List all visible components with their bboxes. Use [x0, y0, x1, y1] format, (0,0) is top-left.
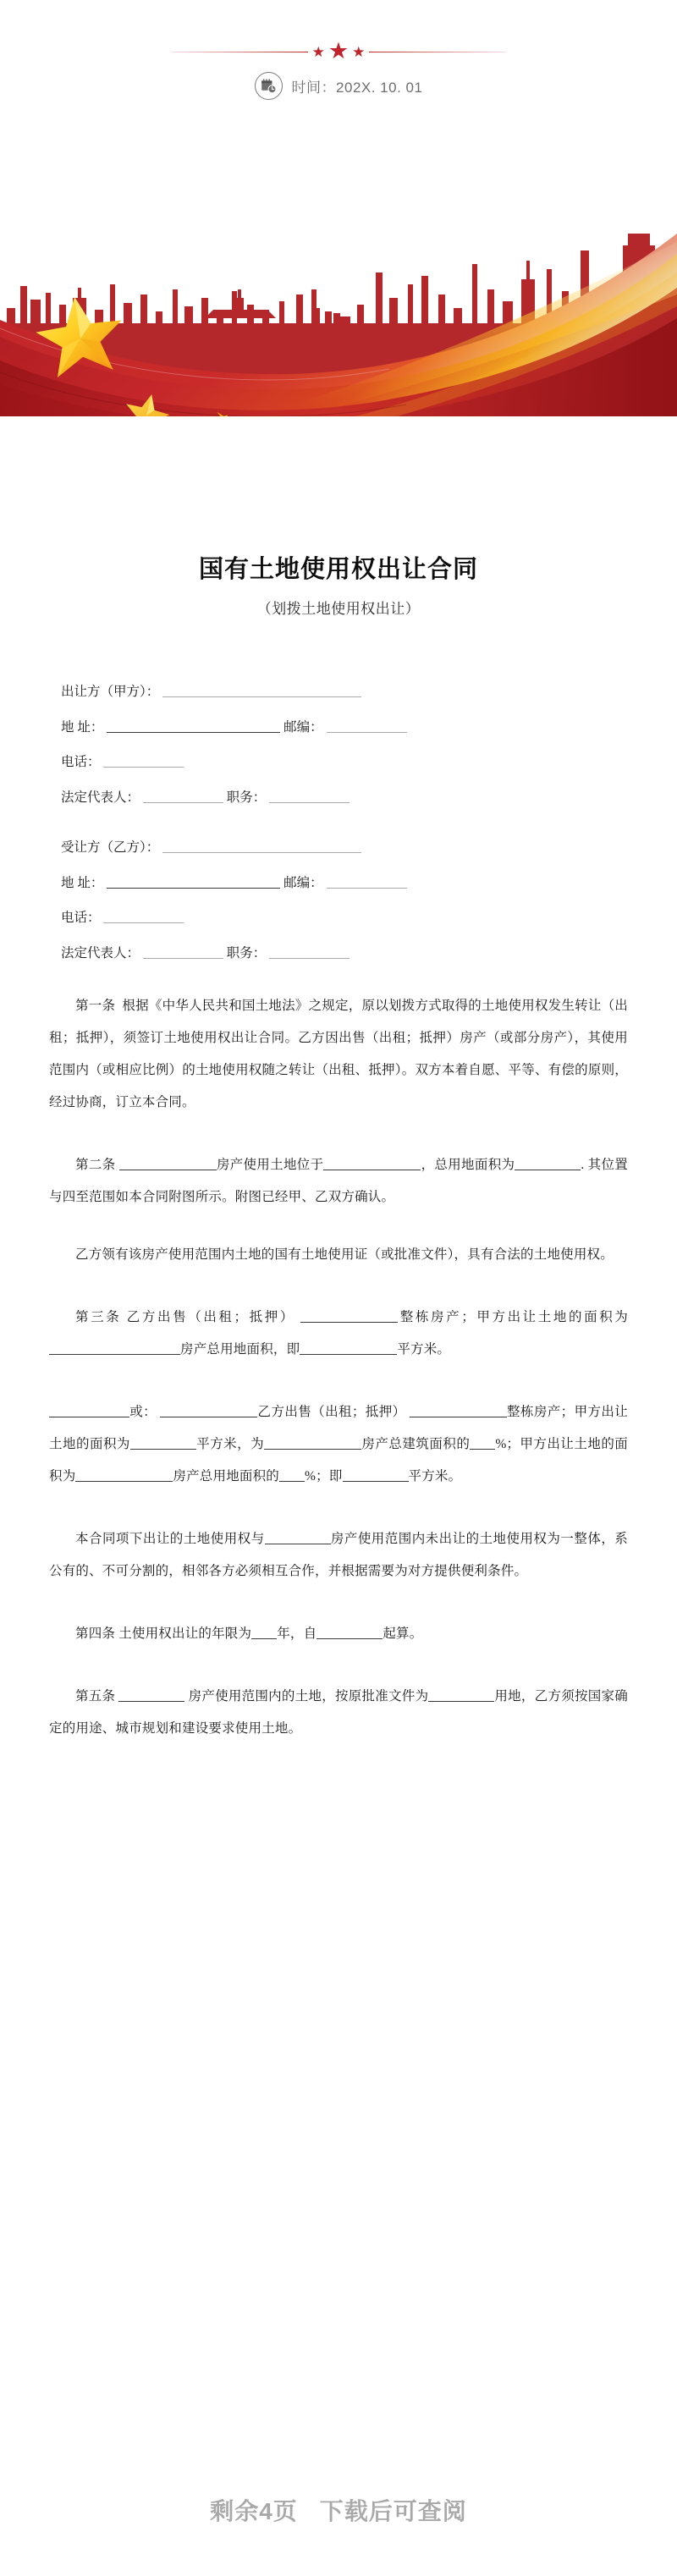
- clause-5-usage-input[interactable]: [428, 1690, 494, 1702]
- clause-2-text-1: 房产使用土地位于: [216, 1157, 324, 1172]
- clause-2-text-2: ，总用地面积为: [421, 1157, 515, 1172]
- clause-4-text-1: 土使用权出让的年限为: [118, 1626, 252, 1641]
- party-a-name-input[interactable]: [162, 685, 361, 697]
- clause-3b-blank-3[interactable]: [130, 1438, 196, 1450]
- page-title: 国有土地使用权出让合同: [198, 556, 478, 583]
- party-b-legalrep-input[interactable]: [143, 947, 223, 959]
- party-b-address-row: [49, 877, 628, 890]
- calendar-clock-icon: [255, 72, 283, 100]
- party-a-postcode-label: 邮编：: [283, 719, 323, 735]
- clause-3b-text-6: %；甲方出让土地的面积为: [49, 1436, 629, 1483]
- clause-3b: [49, 1396, 628, 1493]
- clause-1-head: 第一条: [75, 999, 116, 1013]
- party-b-name-row: [49, 841, 628, 855]
- clause-3b-blank-8[interactable]: [343, 1470, 409, 1482]
- clause-4-head: 第四条: [75, 1626, 116, 1641]
- clause-4-startdate-input[interactable]: [316, 1627, 383, 1639]
- clause-3b-blank-1[interactable]: [160, 1406, 257, 1417]
- star-icon-left: ★: [311, 43, 325, 60]
- party-a-legalrep-label: 法定代表人：: [61, 790, 140, 805]
- clause-3b-text-9: 平方米。: [408, 1468, 462, 1483]
- party-a-position-input[interactable]: [269, 791, 350, 803]
- party-b-legalrep-row: [49, 947, 628, 960]
- clause-3b-text-3: 整栋房产；甲方出让土地的面积为: [49, 1404, 629, 1451]
- party-a-phone-label: 电话：: [61, 755, 101, 769]
- party-a-name-label: 出让方（甲方）：: [61, 685, 160, 699]
- party-a-phone-input[interactable]: [103, 756, 184, 768]
- clause-3-text-1: 乙方出售（出租；抵押）: [126, 1309, 295, 1324]
- clause-2-head: 第二条: [75, 1157, 116, 1172]
- party-a-address-label: 地 址：: [61, 719, 104, 735]
- clause-3-text-4: 平方米。: [397, 1341, 451, 1357]
- clause-2-property-input[interactable]: [119, 1159, 217, 1170]
- party-b-postcode-input[interactable]: [327, 877, 407, 889]
- clause-4-text-2: 年，自: [277, 1626, 317, 1641]
- star-icon-right: ★: [352, 43, 366, 60]
- star-divider: [0, 37, 677, 63]
- decorative-banner: [0, 195, 677, 416]
- clause-2-area-input[interactable]: [515, 1159, 581, 1170]
- clause-4-text-3: 起算。: [383, 1626, 423, 1641]
- clause-3b-text-8: %；即: [305, 1468, 343, 1483]
- party-b-legalrep-label: 法定代表人：: [61, 945, 140, 960]
- party-a-block: [49, 685, 628, 804]
- clause-3c-text-1: 本合同项下出让的土地使用权与: [75, 1531, 265, 1546]
- clause-3b-text-1: 或：: [129, 1404, 157, 1419]
- clause-5-property-input[interactable]: [118, 1690, 184, 1702]
- party-a-address-row: [49, 721, 628, 735]
- party-b-name-label: 受让方（乙方）：: [61, 840, 160, 855]
- date-row: [0, 68, 677, 103]
- clause-3b-blank-7[interactable]: [279, 1470, 305, 1482]
- party-b-address-label: 地 址：: [61, 875, 104, 890]
- clause-3c-blank[interactable]: [265, 1533, 331, 1544]
- clause-4-years-input[interactable]: [251, 1627, 277, 1639]
- clause-3-sqm-input[interactable]: [300, 1343, 397, 1355]
- party-b-phone-input[interactable]: [103, 911, 184, 923]
- clause-3-area-input[interactable]: [49, 1343, 180, 1355]
- clause-3b-blank-6[interactable]: [75, 1470, 173, 1482]
- clause-5-head: 第五条: [75, 1688, 116, 1704]
- party-b-block: [49, 841, 628, 960]
- date-label: 时间：202X. 10. 01: [291, 79, 423, 96]
- party-b-postcode-label: 邮编：: [283, 875, 323, 890]
- clause-3c: [49, 1523, 628, 1588]
- clause-3b-text-2: 乙方出售（出租；抵押）: [257, 1404, 406, 1419]
- clause-4: [49, 1618, 628, 1650]
- clause-3-text-2: 整栋房产；甲方出让土地的面积为: [398, 1309, 628, 1324]
- clause-3c-text-2: 房产使用范围内未出让的土地使用权为一整体，系公有的、不可分割的，相邻各方必须相互合作，并根据需要为对方提供便利条件。: [49, 1531, 628, 1578]
- clause-2-location-input[interactable]: [323, 1159, 421, 1170]
- party-b-phone-label: 电话：: [61, 911, 101, 925]
- download-hint-label: 下载后可查阅: [319, 2498, 467, 2524]
- clause-3-text-3: 房产总用地面积，即: [180, 1341, 300, 1357]
- clause-3b-blank-2[interactable]: [410, 1406, 507, 1417]
- clause-2b: [49, 1239, 628, 1271]
- clause-3b-text-4: 平方米，为: [195, 1436, 265, 1451]
- party-b-phone-row: [49, 911, 628, 925]
- party-a-name-row: [49, 685, 628, 699]
- party-a-phone-row: [49, 756, 628, 769]
- clause-3b-text-5: 房产总建筑面积的: [361, 1436, 471, 1451]
- clause-2: [49, 1149, 628, 1214]
- clause-3: [49, 1302, 628, 1366]
- clause-3-head: 第三条: [75, 1309, 122, 1324]
- party-a-address-input[interactable]: [107, 721, 280, 733]
- remaining-pages-label: 剩余4页: [210, 2498, 298, 2524]
- clause-3b-blank-4[interactable]: [264, 1438, 361, 1450]
- clause-3b-blank-0[interactable]: [49, 1406, 129, 1417]
- clause-5-text-2: 用地，乙方须按国家确定的用途、城市规划和建设要求使用土地。: [49, 1688, 628, 1736]
- clause-5: [49, 1681, 628, 1745]
- page-subtitle: （划拨土地使用权出让）: [256, 601, 421, 617]
- party-a-position-label: 职务：: [226, 790, 267, 805]
- party-a-legalrep-row: [49, 791, 628, 805]
- clause-2-text-3: . 其位置与四至范围如本合同附图所示。附图已经甲、乙双方确认。: [49, 1157, 628, 1204]
- party-b-name-input[interactable]: [162, 841, 361, 853]
- page-header: [0, 0, 677, 203]
- clause-1-text: 根据《中华人民共和国土地法》之规定，原以划拨方式取得的土地使用权发生转让（出租；抵押），须签订土地使用权出让合同。乙方因出售（出租；抵押）房产（或部分房产），其使用范围内（或相应比例）的土地使用权随之转让（出租、抵押）。双方本着自愿、平等、有偿的原则，经过协商，订立本合同。: [49, 999, 629, 1109]
- party-a-legalrep-input[interactable]: [143, 791, 223, 803]
- clause-5-text-1: 房产使用范围内的土地，按原批准文件为: [188, 1688, 429, 1704]
- star-icon-center: ★: [327, 37, 350, 63]
- party-b-address-input[interactable]: [107, 877, 280, 889]
- clause-1: [49, 990, 628, 1119]
- clause-2b-text: 乙方领有该房产使用范围内土地的国有土地使用证（或批准文件），具有合法的土地使用权。: [75, 1247, 614, 1262]
- party-b-position-label: 职务：: [226, 945, 267, 960]
- clause-3b-text-7: 房产总用地面积的: [173, 1468, 280, 1483]
- document-body: [0, 457, 677, 1744]
- party-a-postcode-input[interactable]: [327, 721, 407, 733]
- stars-group: [308, 37, 370, 64]
- clause-3b-blank-5[interactable]: [470, 1438, 495, 1450]
- clause-3-property-input[interactable]: [300, 1311, 398, 1323]
- remaining-pages-notice: [0, 2493, 677, 2527]
- party-b-position-input[interactable]: [269, 947, 350, 959]
